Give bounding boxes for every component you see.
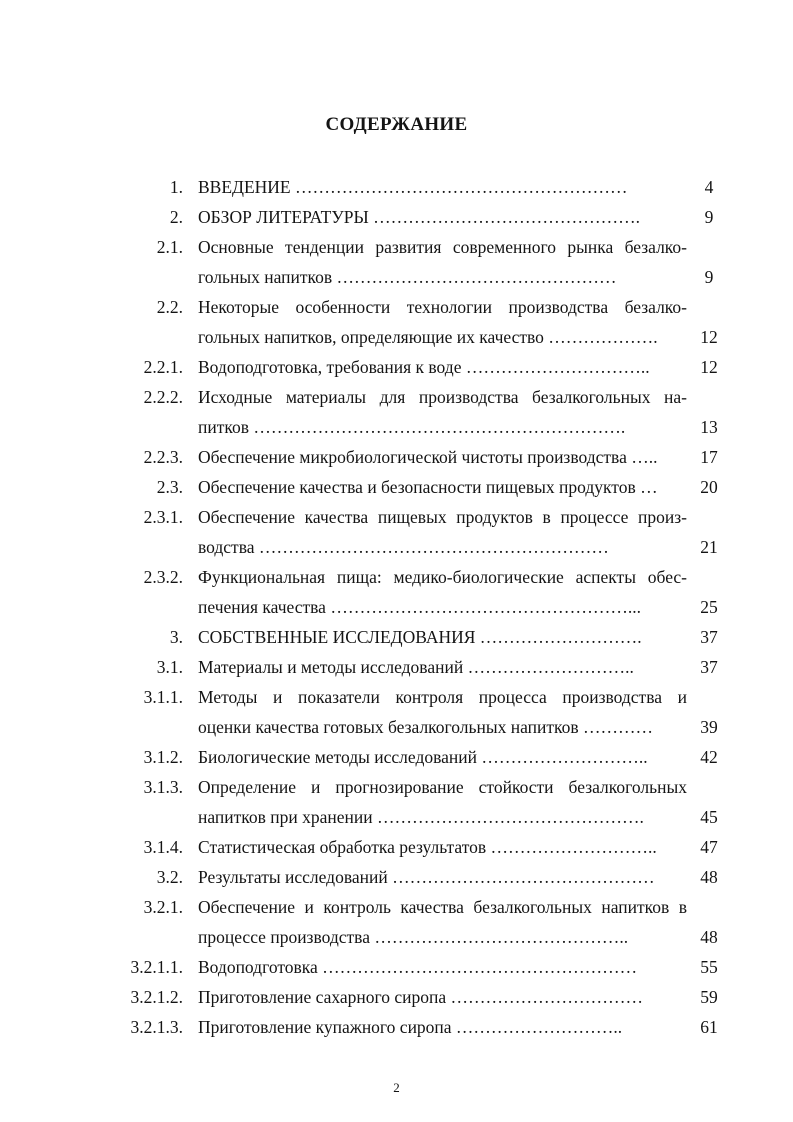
toc-line	[0, 803, 793, 833]
toc-entry	[0, 683, 793, 743]
toc-entry-text: гольных напитков, определяющие их качество ……………….	[198, 327, 658, 347]
toc-entry-page: 39	[700, 717, 718, 737]
toc-entry-number: 2.2.	[156, 297, 183, 317]
toc-line	[0, 533, 793, 563]
table-of-contents	[0, 173, 793, 1043]
toc-entry-page: 9	[704, 207, 714, 227]
toc-entry-number: 3.2.1.1.	[130, 957, 183, 977]
toc-entry-number: 3.2.	[156, 867, 183, 887]
toc-entry-page: 21	[700, 537, 718, 557]
toc-line	[0, 653, 793, 683]
page-title: СОДЕРЖАНИЕ	[325, 114, 468, 135]
toc-entry-number: 3.1.1.	[143, 687, 183, 707]
toc-line	[0, 623, 793, 653]
toc-entry-text: Определение и прогнозирование стойкости безалкогольных	[198, 777, 687, 797]
toc-entry-text: Приготовление сахарного сиропа ……………………………	[198, 987, 643, 1007]
toc-entry	[0, 983, 793, 1013]
toc-entry-number: 2.2.2.	[143, 387, 183, 407]
toc-entry-text: водства ……………………………………………………	[198, 537, 609, 557]
toc-line	[0, 863, 793, 893]
toc-entry-number: 3.1.3.	[143, 777, 183, 797]
toc-entry-page: 12	[700, 357, 718, 377]
toc-line	[0, 203, 793, 233]
toc-entry-page: 4	[704, 177, 714, 197]
toc-entry-page: 55	[700, 957, 718, 977]
toc-entry	[0, 503, 793, 563]
toc-entry-page: 12	[700, 327, 718, 347]
toc-line	[0, 413, 793, 443]
toc-line	[0, 353, 793, 383]
toc-entry	[0, 473, 793, 503]
page-number: 2	[393, 1080, 400, 1095]
toc-entry-text: Обеспечение и контроль качества безалкогольных напитков в	[198, 897, 687, 917]
toc-entry-number: 3.	[169, 627, 183, 647]
toc-entry	[0, 443, 793, 473]
toc-entry-text: Результаты исследований ………………………………………	[198, 867, 655, 887]
toc-entry-page: 13	[700, 417, 718, 437]
toc-entry-text: СОБСТВЕННЫЕ ИССЛЕДОВАНИЯ ……………………….	[198, 627, 642, 647]
toc-line	[0, 743, 793, 773]
toc-entry	[0, 1013, 793, 1043]
toc-entry-page: 9	[704, 267, 714, 287]
toc-entry	[0, 893, 793, 953]
toc-entry	[0, 173, 793, 203]
toc-entry-number: 2.1.	[156, 237, 183, 257]
toc-line	[0, 473, 793, 503]
toc-entry-text: процессе производства ……………………………………..	[198, 927, 629, 947]
toc-entry-text: Основные тенденции развития современного рынка безалко-	[198, 237, 687, 257]
toc-entry-text: Статистическая обработка результатов ………………………..	[198, 837, 657, 857]
toc-entry-number: 2.2.3.	[143, 447, 183, 467]
toc-entry-number: 3.2.1.	[143, 897, 183, 917]
toc-line	[0, 443, 793, 473]
toc-line	[0, 293, 793, 323]
toc-entry-text: Водоподготовка, требования к воде …………………………..	[198, 357, 650, 377]
toc-entry-text: печения качества ……………………………………………...	[198, 597, 641, 617]
toc-entry-page: 20	[700, 477, 718, 497]
toc-entry-number: 3.1.	[156, 657, 183, 677]
toc-entry-page: 59	[700, 987, 718, 1007]
toc-entry	[0, 653, 793, 683]
toc-entry-text: ОБЗОР ЛИТЕРАТУРЫ ……………………………………….	[198, 207, 641, 227]
toc-line	[0, 563, 793, 593]
toc-entry-number: 2.	[169, 207, 183, 227]
toc-entry	[0, 293, 793, 353]
toc-entry-number: 1.	[169, 177, 183, 197]
toc-entry	[0, 743, 793, 773]
toc-entry-page: 37	[700, 657, 718, 677]
toc-entry-text: Методы и показатели контроля процесса производства и	[198, 687, 687, 707]
toc-entry	[0, 383, 793, 443]
toc-entry	[0, 623, 793, 653]
toc-entry-text: оценки качества готовых безалкогольных напитков …………	[198, 717, 654, 737]
toc-entry-text: Исходные материалы для производства безалкогольных на-	[198, 387, 687, 407]
toc-entry	[0, 203, 793, 233]
toc-line	[0, 323, 793, 353]
toc-entry-text: Функциональная пища: медико-биологические аспекты обес-	[198, 567, 687, 587]
toc-line	[0, 263, 793, 293]
toc-entry-text: гольных напитков …………………………………………	[198, 267, 617, 287]
toc-line	[0, 983, 793, 1013]
toc-entry-number: 3.1.4.	[143, 837, 183, 857]
toc-entry	[0, 863, 793, 893]
toc-line	[0, 833, 793, 863]
toc-line	[0, 953, 793, 983]
toc-line	[0, 893, 793, 923]
toc-entry-page: 42	[700, 747, 718, 767]
toc-line	[0, 593, 793, 623]
toc-entry-page: 17	[700, 447, 718, 467]
toc-entry-page: 45	[700, 807, 718, 827]
toc-entry-text: Некоторые особенности технологии производства безалко-	[198, 297, 687, 317]
toc-entry	[0, 953, 793, 983]
toc-line	[0, 383, 793, 413]
toc-entry-text: напитков при хранении ……………………………………….	[198, 807, 644, 827]
toc-line	[0, 683, 793, 713]
toc-line	[0, 503, 793, 533]
toc-entry-text: Биологические методы исследований ………………………..	[198, 747, 648, 767]
toc-entry-text: Водоподготовка ………………………………………………	[198, 957, 638, 977]
toc-entry-text: Обеспечение качества и безопасности пищевых продуктов …	[198, 477, 658, 497]
toc-entry-number: 3.2.1.2.	[130, 987, 183, 1007]
toc-entry-number: 3.1.2.	[143, 747, 183, 767]
toc-entry	[0, 773, 793, 833]
toc-entry-page: 37	[700, 627, 718, 647]
toc-entry-number: 2.3.1.	[143, 507, 183, 527]
toc-entry-text: ВВЕДЕНИЕ …………………………………………………	[198, 177, 628, 197]
toc-entry-number: 3.2.1.3.	[130, 1017, 183, 1037]
toc-line	[0, 923, 793, 953]
toc-entry-text: Приготовление купажного сиропа ………………………..	[198, 1017, 623, 1037]
toc-entry-number: 2.2.1.	[143, 357, 183, 377]
toc-entry-page: 48	[700, 867, 718, 887]
toc-entry-text: питков ……………………………………………………….	[198, 417, 626, 437]
toc-entry	[0, 353, 793, 383]
toc-entry-page: 48	[700, 927, 718, 947]
toc-entry-text: Обеспечение микробиологической чистоты производства …..	[198, 447, 658, 467]
toc-entry-text: Обеспечение качества пищевых продуктов в процессе произ-	[198, 507, 687, 527]
toc-line	[0, 173, 793, 203]
toc-line	[0, 713, 793, 743]
toc-line	[0, 773, 793, 803]
toc-entry-page: 47	[700, 837, 718, 857]
toc-line	[0, 1013, 793, 1043]
toc-entry-number: 2.3.2.	[143, 567, 183, 587]
toc-entry	[0, 563, 793, 623]
toc-entry	[0, 833, 793, 863]
toc-entry-text: Материалы и методы исследований ………………………..	[198, 657, 634, 677]
toc-entry-page: 61	[700, 1017, 718, 1037]
toc-entry-page: 25	[700, 597, 718, 617]
toc-entry	[0, 233, 793, 293]
toc-entry-number: 2.3.	[156, 477, 183, 497]
toc-line	[0, 233, 793, 263]
